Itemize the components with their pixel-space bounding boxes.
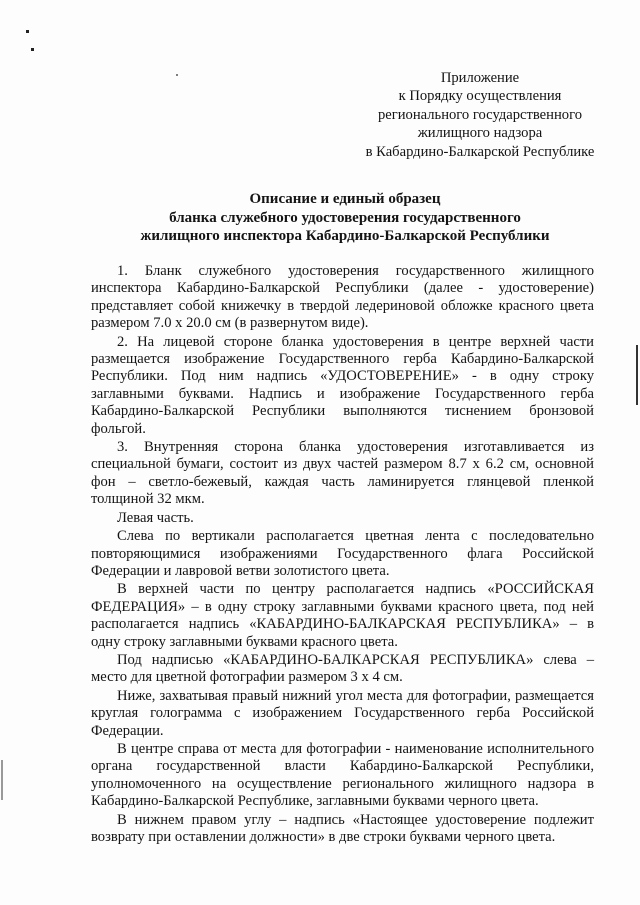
paragraph-1: 1. Бланк служебного удостоверения государственного жилищного инспектора Кабардино-Балкарской Республики (далее - удостоверение) представляет собой книжечку в твердой ледериновой обложке красного цвета размером 7.0 х 20.0 см (в развернутом виде). <box>91 263 594 332</box>
paragraph-2: 2. На лицевой стороне бланка удостоверения в центре верхней части размещается изображение Государственного герба Кабардино-Балкарской Республики. Под ним надпись «УДОСТОВЕРЕНИЕ» - в одну строку заглавными буквами. Надпись и изображение Государственного герба Кабардино-Балкарской Республики выполняются тиснением бронзовой фольгой. <box>91 333 594 437</box>
title-line: бланка служебного удостоверения государственного <box>169 209 521 226</box>
title-line: Описание и единый образец <box>249 191 441 207</box>
document-body <box>91 263 594 846</box>
paragraph-left-part: Левая часть. <box>117 509 194 526</box>
scan-mark-top-left <box>26 30 29 33</box>
scan-edge-right <box>636 345 638 405</box>
title-line: жилищного инспектора Кабардино-Балкарской Республики <box>140 228 550 245</box>
scan-edge-left <box>1 760 3 800</box>
appendix-line: жилищного надзора <box>417 125 543 142</box>
paragraph-ribbon: Слева по вертикали располагается цветная лента с последовательно повторяющимися изображениями Государственного флага Российской Федерации и лавровой ветви золотистого цвета. <box>91 528 594 579</box>
paragraph-authority: В центре справа от места для фотографии - наименование исполнительного органа государственной власти Кабардино-Балкарской Республики, уполномоченного на осуществление регионального жилищного надзора в Кабардино-Балкарской Республике, заглавными буквами черного цвета. <box>91 740 594 810</box>
paragraph-3: 3. Внутренняя сторона бланка удостоверения изготавливается из специальной бумаги, состоит из двух частей размером 8.7 х 6.2 см, основной фон – светло-бежевый, каждая часть ламинируется глянцевой пленкой толщиной 32 мкм. <box>91 439 594 508</box>
document-title <box>80 190 610 246</box>
paragraph-photo: Под надписью «КАБАРДИНО-БАЛКАРСКАЯ РЕСПУБЛИКА» слева – место для цветной фотографии размером 3 х 4 см. <box>91 651 594 686</box>
paragraph-hologram: Ниже, захватывая правый нижний угол места для фотографии, размещается круглая голограмма с изображением Государственного герба Российской Федерации. <box>91 687 594 739</box>
paragraph-return-note: В нижнем правом углу – надпись «Настоящее удостоверение подлежит возврату при оставлении должности» в две строки буквами черного цвета. <box>91 811 594 845</box>
appendix-line: в Кабардино-Балкарской Республике <box>365 143 595 160</box>
scan-mark-left <box>31 48 34 51</box>
appendix-block <box>330 69 630 161</box>
scan-speck <box>176 74 178 76</box>
appendix-line: к Порядку осуществления <box>398 88 562 105</box>
appendix-line: регионального государственного <box>377 106 582 123</box>
appendix-line: Приложение <box>440 70 520 86</box>
paragraph-top-caption: В верхней части по центру располагается надпись «РОССИЙСКАЯ ФЕДЕРАЦИЯ» – в одну строку заглавными буквами красного цвета, под ней располагается надпись «КАБАРДИНО-БАЛКАРСКАЯ РЕСПУБЛИКА» – в одну строку заглавными буквами красного цвета. <box>91 581 594 650</box>
